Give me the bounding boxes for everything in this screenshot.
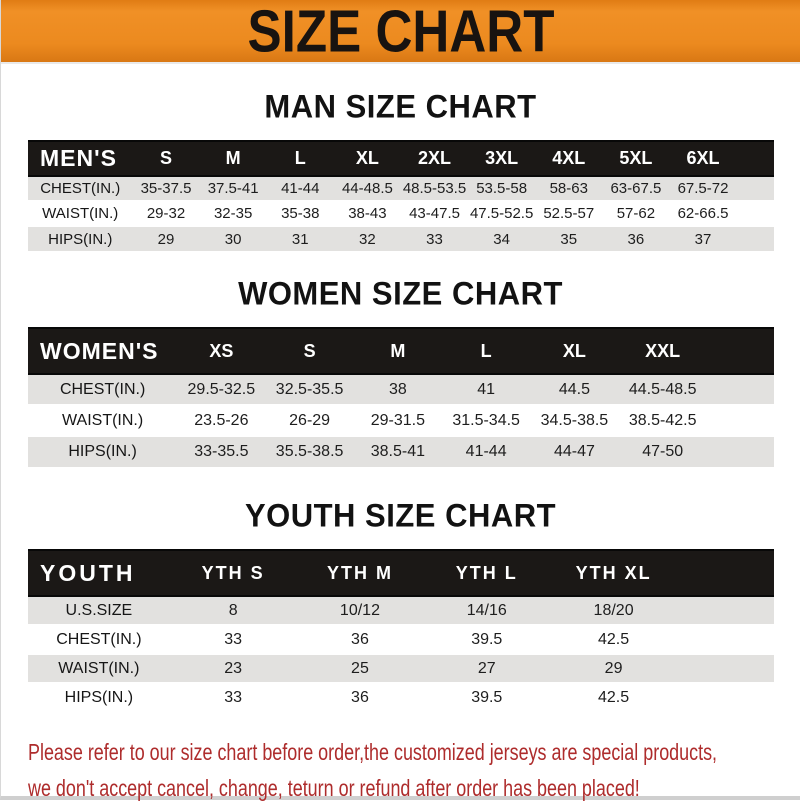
size-value-cell: 32 xyxy=(334,226,401,251)
youth-column-yth-l: YTH L xyxy=(423,550,550,596)
size-value-cell: 41 xyxy=(442,374,530,405)
size-value-cell: 44.5-48.5 xyxy=(619,374,707,405)
size-value-cell: 57-62 xyxy=(602,201,669,226)
men-size-chart-section xyxy=(1,89,800,251)
size-value-cell: 33 xyxy=(401,226,468,251)
size-value-cell: 42.5 xyxy=(550,625,677,654)
size-value-cell: 63-67.5 xyxy=(602,176,669,201)
size-value-cell: 33-35.5 xyxy=(177,436,265,467)
women-header-label: WOMEN'S xyxy=(28,328,177,374)
row-label: WAIST(IN.) xyxy=(28,201,132,226)
size-value-cell: 38-43 xyxy=(334,201,401,226)
size-value-cell: 39.5 xyxy=(423,625,550,654)
size-value-cell: 33 xyxy=(170,683,297,712)
size-value-cell: 52.5-57 xyxy=(535,201,602,226)
size-value-cell: 37.5-41 xyxy=(200,176,267,201)
size-value-cell: 31 xyxy=(267,226,334,251)
size-value-cell: 32.5-35.5 xyxy=(265,374,353,405)
size-chart-banner xyxy=(1,0,800,64)
youth-column-yth-s: YTH S xyxy=(170,550,297,596)
women-column-xl: XL xyxy=(530,328,618,374)
women-size-chart-section xyxy=(1,276,800,467)
youth-row-u-s-size xyxy=(28,596,774,625)
size-value-cell: 44-48.5 xyxy=(334,176,401,201)
men-size-table xyxy=(28,140,774,251)
men-header-row xyxy=(28,141,774,176)
size-value-cell: 18/20 xyxy=(550,596,677,625)
size-value-cell: 35.5-38.5 xyxy=(265,436,353,467)
size-value-cell: 10/12 xyxy=(297,596,424,625)
size-value-cell: 29 xyxy=(550,654,677,683)
youth-header-label: YOUTH xyxy=(28,550,170,596)
youth-row-chest-in xyxy=(28,625,774,654)
youth-header-row xyxy=(28,550,774,596)
women-size-chart-heading: WOMEN SIZE CHART xyxy=(238,275,563,312)
size-value-cell: 44-47 xyxy=(530,436,618,467)
size-value-cell: 34.5-38.5 xyxy=(530,405,618,436)
women-column-s: S xyxy=(265,328,353,374)
youth-size-table xyxy=(28,549,774,712)
size-value-cell: 41-44 xyxy=(442,436,530,467)
size-value-cell: 36 xyxy=(297,625,424,654)
women-header-row xyxy=(28,328,774,374)
size-value-cell: 34 xyxy=(468,226,535,251)
women-column-xxl: XXL xyxy=(619,328,707,374)
women-column-l: L xyxy=(442,328,530,374)
men-column-l: L xyxy=(267,141,334,176)
size-value-cell: 53.5-58 xyxy=(468,176,535,201)
row-label: HIPS(IN.) xyxy=(28,683,170,712)
size-value-cell: 62-66.5 xyxy=(669,201,736,226)
men-column-5xl: 5XL xyxy=(602,141,669,176)
row-label: HIPS(IN.) xyxy=(28,226,132,251)
men-row-chest-in xyxy=(28,176,774,201)
women-column-m: M xyxy=(354,328,442,374)
row-label: U.S.SIZE xyxy=(28,596,170,625)
youth-column-yth-m: YTH M xyxy=(297,550,424,596)
women-row-chest-in xyxy=(28,374,774,405)
size-value-cell: 41-44 xyxy=(267,176,334,201)
size-value-cell: 37 xyxy=(669,226,736,251)
men-size-chart-heading: MAN SIZE CHART xyxy=(264,88,537,125)
men-row-hips-in xyxy=(28,226,774,251)
disclaimer xyxy=(28,736,773,808)
youth-row-hips-in xyxy=(28,683,774,712)
size-value-cell: 35 xyxy=(535,226,602,251)
youth-size-chart-section xyxy=(1,498,800,712)
size-value-cell: 58-63 xyxy=(535,176,602,201)
row-label: HIPS(IN.) xyxy=(28,436,177,467)
men-header-label: MEN'S xyxy=(28,141,132,176)
men-column-2xl: 2XL xyxy=(401,141,468,176)
size-value-cell: 29.5-32.5 xyxy=(177,374,265,405)
women-size-table xyxy=(28,327,774,467)
size-value-cell: 38 xyxy=(354,374,442,405)
men-column-4xl: 4XL xyxy=(535,141,602,176)
size-value-cell: 33 xyxy=(170,625,297,654)
men-column-s: S xyxy=(132,141,199,176)
size-value-cell: 38.5-42.5 xyxy=(619,405,707,436)
size-value-cell: 25 xyxy=(297,654,424,683)
row-label: CHEST(IN.) xyxy=(28,625,170,654)
size-value-cell: 32-35 xyxy=(200,201,267,226)
banner-title: SIZE CHART xyxy=(247,0,554,64)
size-value-cell: 39.5 xyxy=(423,683,550,712)
youth-column-yth-xl: YTH XL xyxy=(550,550,677,596)
size-value-cell: 43-47.5 xyxy=(401,201,468,226)
size-value-cell: 14/16 xyxy=(423,596,550,625)
size-value-cell: 67.5-72 xyxy=(669,176,736,201)
size-value-cell: 23.5-26 xyxy=(177,405,265,436)
size-value-cell: 35-37.5 xyxy=(132,176,199,201)
size-value-cell: 26-29 xyxy=(265,405,353,436)
men-column-m: M xyxy=(200,141,267,176)
size-value-cell: 36 xyxy=(297,683,424,712)
row-label: WAIST(IN.) xyxy=(28,405,177,436)
size-value-cell: 23 xyxy=(170,654,297,683)
size-value-cell: 8 xyxy=(170,596,297,625)
size-value-cell: 38.5-41 xyxy=(354,436,442,467)
youth-row-waist-in xyxy=(28,654,774,683)
men-column-3xl: 3XL xyxy=(468,141,535,176)
size-value-cell: 44.5 xyxy=(530,374,618,405)
size-value-cell: 48.5-53.5 xyxy=(401,176,468,201)
size-charts xyxy=(1,89,800,712)
size-value-cell: 29-32 xyxy=(132,201,199,226)
size-value-cell: 29-31.5 xyxy=(354,405,442,436)
size-value-cell: 31.5-34.5 xyxy=(442,405,530,436)
size-value-cell: 35-38 xyxy=(267,201,334,226)
men-column-xl: XL xyxy=(334,141,401,176)
row-label: CHEST(IN.) xyxy=(28,374,177,405)
disclaimer-line-2: we don't accept cancel, change, teturn or refund after order has been placed! xyxy=(28,775,640,801)
women-row-waist-in xyxy=(28,405,774,436)
size-value-cell: 29 xyxy=(132,226,199,251)
row-label: CHEST(IN.) xyxy=(28,176,132,201)
size-value-cell: 47-50 xyxy=(619,436,707,467)
women-row-hips-in xyxy=(28,436,774,467)
men-column-6xl: 6XL xyxy=(669,141,736,176)
size-value-cell: 47.5-52.5 xyxy=(468,201,535,226)
youth-size-chart-heading: YOUTH SIZE CHART xyxy=(244,497,557,534)
size-value-cell: 42.5 xyxy=(550,683,677,712)
size-value-cell: 30 xyxy=(200,226,267,251)
row-label: WAIST(IN.) xyxy=(28,654,170,683)
size-value-cell: 27 xyxy=(423,654,550,683)
disclaimer-line-1: Please refer to our size chart before order,the customized jerseys are special products, xyxy=(28,739,718,765)
men-row-waist-in xyxy=(28,201,774,226)
women-column-xs: XS xyxy=(177,328,265,374)
size-value-cell: 36 xyxy=(602,226,669,251)
